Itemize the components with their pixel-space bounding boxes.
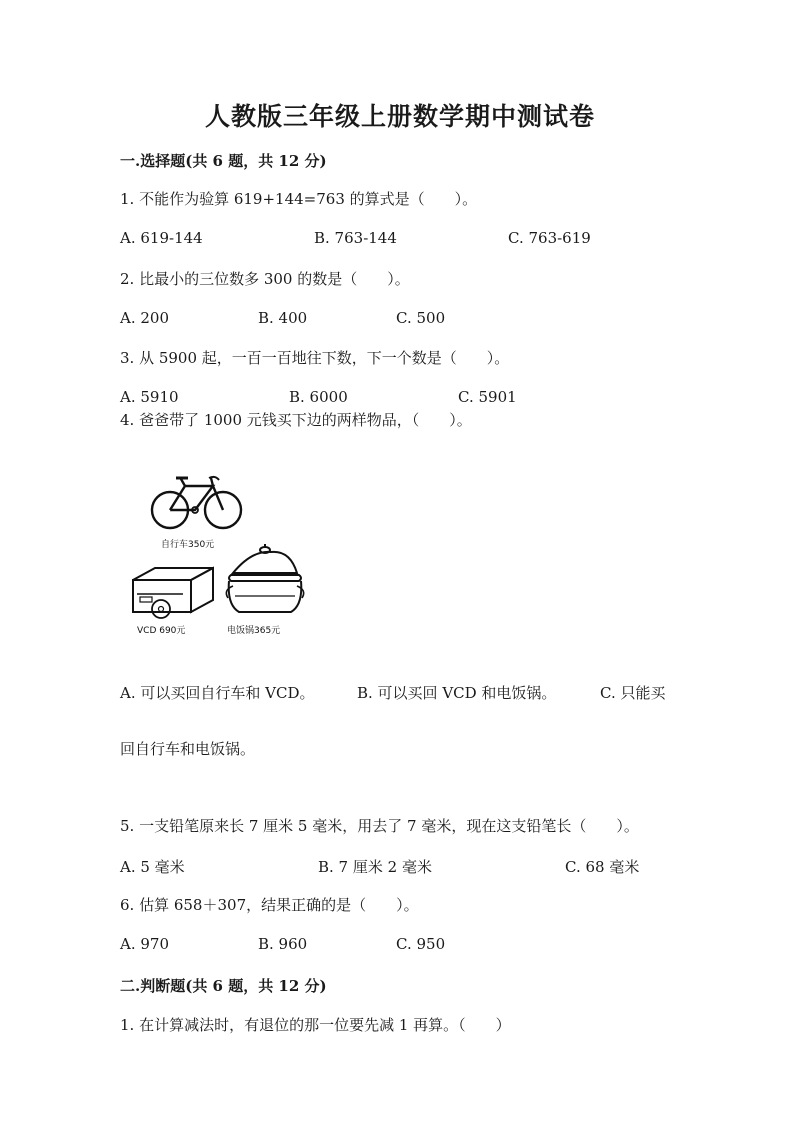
option-a: A. 619-144 [120, 229, 203, 247]
question-text: 2. 比最小的三位数多 300 的数是（ ）。 [120, 270, 410, 288]
option-b: B. 可以买回 VCD 和电饭锅。 [357, 684, 557, 702]
caption-vcd: VCD 690元 [137, 626, 186, 636]
question-text: 6. 估算 658＋307，结果正确的是（ ）。 [120, 896, 419, 914]
option-a: A. 可以买回自行车和 VCD。 [120, 684, 315, 702]
question-text: 5. 一支铅笔原来长 7 厘米 5 毫米，用去了 7 毫米，现在这支铅笔长（ ）。 [120, 817, 639, 835]
option-b: B. 400 [258, 309, 308, 327]
question-text: 3. 从 5900 起，一百一百地往下数，下一个数是（ ）。 [120, 349, 510, 367]
option-c-continuation: 回自行车和电饭锅。 [120, 740, 256, 758]
question-text: 4. 爸爸带了 1000 元钱买下边的两样物品，（ ）。 [120, 411, 472, 429]
page-title: 人教版三年级上册数学期中测试卷 [204, 102, 595, 131]
bicycle-icon [152, 477, 241, 528]
option-c: C. 5901 [458, 388, 517, 406]
option-c: C. 只能买 [600, 684, 666, 702]
caption-bicycle: 自行车350元 [161, 540, 215, 550]
option-b: B. 763-144 [314, 229, 397, 247]
option-a: A. 5 毫米 [120, 858, 185, 876]
option-b: B. 6000 [289, 388, 348, 406]
option-a: A. 970 [120, 935, 169, 953]
rice-cooker-icon [226, 544, 303, 612]
option-a: A. 5910 [120, 388, 179, 406]
option-a: A. 200 [120, 309, 169, 327]
option-b: B. 7 厘米 2 毫米 [318, 858, 432, 876]
option-b: B. 960 [258, 935, 308, 953]
products-illustration [125, 470, 315, 645]
section-heading-choice: 一.选择题(共 6 题，共 12 分) [120, 152, 327, 170]
option-c: C. 500 [396, 309, 446, 327]
option-c: C. 763-619 [508, 229, 591, 247]
question-text: 1. 不能作为验算 619+144=763 的算式是（ ）。 [120, 190, 478, 208]
vcd-player-icon [133, 568, 213, 618]
section-heading-judgement: 二.判断题(共 6 题，共 12 分) [120, 977, 327, 995]
option-c: C. 68 毫米 [565, 858, 640, 876]
option-c: C. 950 [396, 935, 446, 953]
question-text: 1. 在计算减法时，有退位的那一位要先减 1 再算。（ ） [120, 1016, 511, 1034]
caption-rice-cooker: 电饭锅365元 [227, 626, 281, 636]
